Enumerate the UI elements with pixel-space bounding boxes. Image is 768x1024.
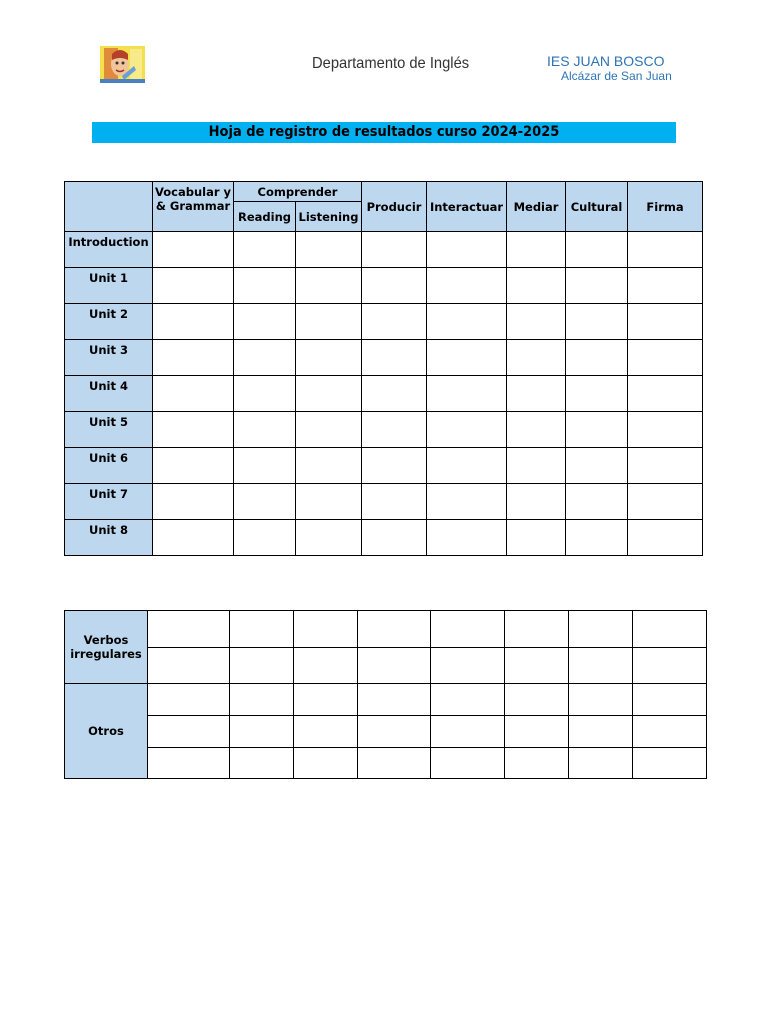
input-cell[interactable] [628,376,703,412]
input-cell[interactable] [362,484,427,520]
input-cell[interactable] [507,412,566,448]
input-cell[interactable] [234,304,296,340]
input-cell[interactable] [358,684,431,716]
row-header-otros: Otros [65,684,148,779]
input-cell[interactable] [507,268,566,304]
input-cell[interactable] [427,484,507,520]
input-cell[interactable] [507,304,566,340]
input-cell[interactable] [633,648,707,684]
input-cell[interactable] [296,340,362,376]
input-cell[interactable] [507,520,566,556]
col-header-interactuar: Interactuar [427,182,507,232]
input-cell[interactable] [153,340,234,376]
input-cell[interactable] [505,684,569,716]
input-cell[interactable] [566,376,628,412]
input-cell[interactable] [358,648,431,684]
input-cell[interactable] [230,716,294,748]
input-cell[interactable] [294,684,358,716]
table-row [65,232,703,268]
input-cell[interactable] [628,340,703,376]
input-cell[interactable] [633,611,707,648]
input-cell[interactable] [148,684,230,716]
input-cell[interactable] [431,748,505,779]
input-cell[interactable] [566,232,628,268]
row-header-unit: Unit 3 [65,340,153,376]
input-cell[interactable] [566,448,628,484]
school-logo-icon [100,46,145,83]
input-cell[interactable] [362,376,427,412]
row-header-verbos: Verbos irregulares [65,611,148,684]
input-cell[interactable] [234,340,296,376]
row-header-unit: Unit 8 [65,520,153,556]
col-header-comprender: Comprender [234,182,362,202]
input-cell[interactable] [427,304,507,340]
corner-cell [65,182,153,232]
col-header-listening: Listening [296,202,362,232]
input-cell[interactable] [569,684,633,716]
row-header-unit: Unit 6 [65,448,153,484]
input-cell[interactable] [431,684,505,716]
input-cell[interactable] [505,716,569,748]
col-header-firma: Firma [628,182,703,232]
input-cell[interactable] [569,716,633,748]
input-cell[interactable] [296,448,362,484]
input-cell[interactable] [566,340,628,376]
input-cell[interactable] [296,304,362,340]
input-cell[interactable] [566,484,628,520]
col-header-cultural: Cultural [566,182,628,232]
input-cell[interactable] [628,484,703,520]
col-header-vocabulary: Vocabular y & Grammar [153,182,234,232]
input-cell[interactable] [427,268,507,304]
input-cell[interactable] [362,304,427,340]
input-cell[interactable] [427,340,507,376]
input-cell[interactable] [505,611,569,648]
input-cell[interactable] [362,232,427,268]
col-header-mediar: Mediar [507,182,566,232]
input-cell[interactable] [296,520,362,556]
input-cell[interactable] [569,748,633,779]
input-cell[interactable] [234,448,296,484]
input-cell[interactable] [234,484,296,520]
input-cell[interactable] [507,340,566,376]
row-header-unit: Unit 1 [65,268,153,304]
input-cell[interactable] [153,412,234,448]
input-cell[interactable] [296,232,362,268]
row-header-unit: Unit 2 [65,304,153,340]
table-row [65,376,703,412]
input-cell[interactable] [153,520,234,556]
input-cell[interactable] [628,232,703,268]
input-cell[interactable] [362,448,427,484]
input-cell[interactable] [362,268,427,304]
input-cell[interactable] [362,340,427,376]
input-cell[interactable] [505,648,569,684]
input-cell[interactable] [153,304,234,340]
table-row [65,484,703,520]
input-cell[interactable] [505,748,569,779]
input-cell[interactable] [633,716,707,748]
input-cell[interactable] [230,648,294,684]
input-cell[interactable] [628,520,703,556]
input-cell[interactable] [296,268,362,304]
input-cell[interactable] [153,268,234,304]
input-cell[interactable] [427,412,507,448]
input-cell[interactable] [358,748,431,779]
row-header-unit: Unit 4 [65,376,153,412]
input-cell[interactable] [153,484,234,520]
input-cell[interactable] [234,376,296,412]
department-name: Departamento de Inglés [312,55,470,72]
input-cell[interactable] [153,448,234,484]
input-cell[interactable] [234,412,296,448]
input-cell[interactable] [507,448,566,484]
school-town: Alcázar de San Juan [561,69,672,83]
input-cell[interactable] [294,716,358,748]
input-cell[interactable] [296,412,362,448]
results-table [64,181,703,556]
table-row [65,412,703,448]
col-header-reading: Reading [234,202,296,232]
table-row [65,268,703,304]
input-cell[interactable] [234,268,296,304]
row-header-unit: Unit 7 [65,484,153,520]
input-cell[interactable] [507,484,566,520]
input-cell[interactable] [362,520,427,556]
input-cell[interactable] [153,376,234,412]
school-name: IES JUAN BOSCO [547,53,665,69]
input-cell[interactable] [633,684,707,716]
input-cell[interactable] [431,648,505,684]
input-cell[interactable] [431,716,505,748]
table-row [65,520,703,556]
input-cell[interactable] [566,268,628,304]
input-cell[interactable] [427,376,507,412]
title-banner [92,122,676,143]
col-header-producir: Producir [362,182,427,232]
input-cell[interactable] [566,520,628,556]
input-cell[interactable] [431,611,505,648]
input-cell[interactable] [148,748,230,779]
input-cell[interactable] [230,684,294,716]
input-cell[interactable] [148,611,230,648]
input-cell[interactable] [427,232,507,268]
input-cell[interactable] [153,232,234,268]
input-cell[interactable] [427,448,507,484]
input-cell[interactable] [507,232,566,268]
input-cell[interactable] [427,520,507,556]
row-header-unit: Introduction [65,232,153,268]
extra-table [64,610,707,779]
input-cell[interactable] [294,748,358,779]
input-cell[interactable] [628,448,703,484]
input-cell[interactable] [628,412,703,448]
input-cell[interactable] [507,376,566,412]
input-cell[interactable] [234,232,296,268]
input-cell[interactable] [628,268,703,304]
input-cell[interactable] [566,412,628,448]
input-cell[interactable] [358,611,431,648]
input-cell[interactable] [569,611,633,648]
table-row [65,340,703,376]
input-cell[interactable] [230,611,294,648]
input-cell[interactable] [296,484,362,520]
page-title: Hoja de registro de resultados curso 2024-2025 [208,124,560,140]
input-cell[interactable] [234,520,296,556]
input-cell[interactable] [566,304,628,340]
table-row [65,448,703,484]
input-cell[interactable] [296,376,362,412]
input-cell[interactable] [358,716,431,748]
input-cell[interactable] [148,648,230,684]
input-cell[interactable] [362,412,427,448]
input-cell[interactable] [628,304,703,340]
row-header-unit: Unit 5 [65,412,153,448]
input-cell[interactable] [569,648,633,684]
input-cell[interactable] [633,748,707,779]
input-cell[interactable] [148,716,230,748]
table-row [65,304,703,340]
input-cell[interactable] [294,648,358,684]
input-cell[interactable] [294,611,358,648]
input-cell[interactable] [230,748,294,779]
